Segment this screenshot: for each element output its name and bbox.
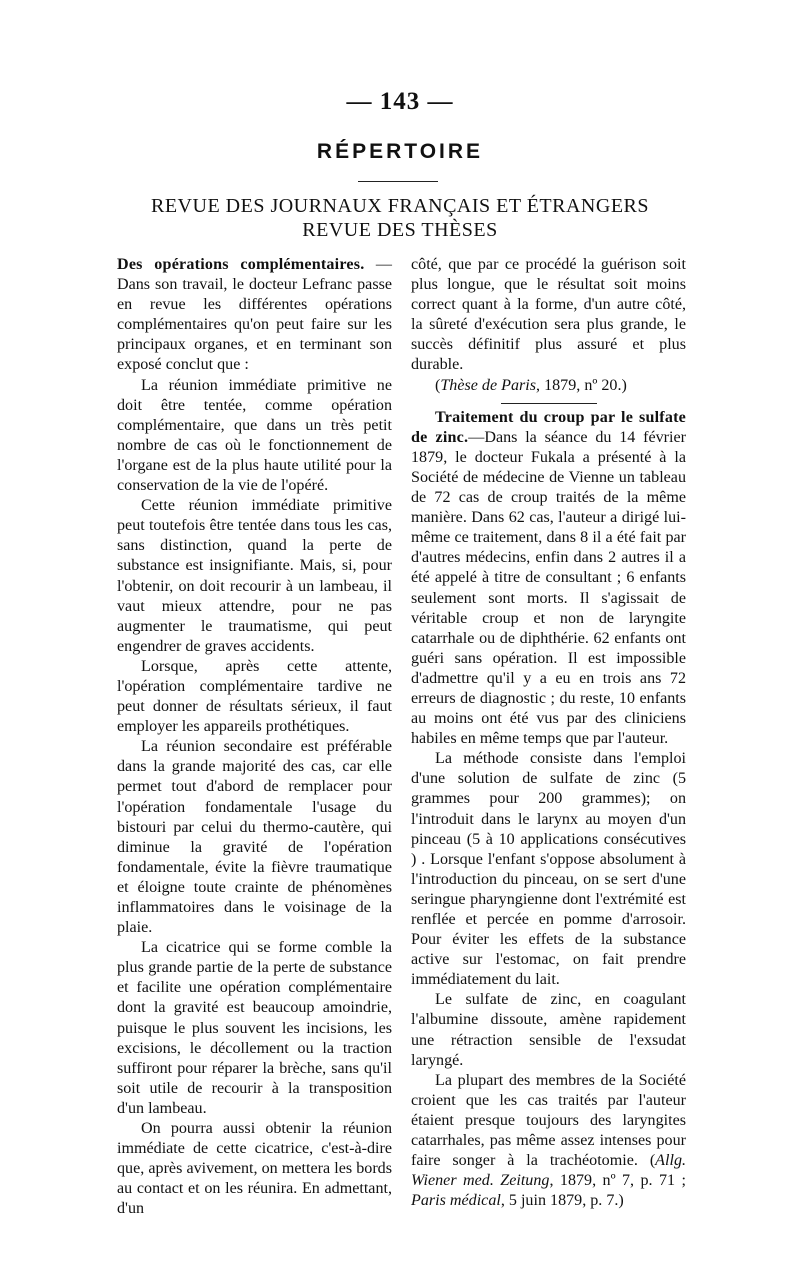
- title-divider: [358, 181, 438, 182]
- paragraph: On pourra aussi obtenir la réunion immédiate de cette cicatrice, c'est-à-dire que, après avivement, on mettera les bords au contact et on les réunira. En admettant, d'un: [117, 1120, 392, 1218]
- article-1-text: — Dans son travail, le docteur Lefranc passe en revue les différentes opérations complémentaires qu'on peut faire sur les principaux organes, et en terminant son exposé conclut que :: [117, 256, 392, 374]
- section-subtitle-journals: REVUE DES JOURNAUX FRANÇAIS ET ÉTRANGERS: [151, 195, 649, 217]
- paragraph: Cette réunion immédiate primitive peut toutefois être tentée dans tous les cas, sans distinction, quand la perte de substance est insignifiante. Mais, si, pour l'obtenir, on doit recourir à un lambeau, il vaut mieux attendre, pour ne pas augmenter le traumatisme, qui peut engendrer de graves accidents.: [117, 497, 392, 655]
- thesis-title: Thèse de Paris: [440, 376, 537, 394]
- paragraph: Le sulfate de zinc, en coagulant l'albumine dissoute, amène rapidement une rétraction sensible de l'exsudat laryngé.: [411, 991, 686, 1069]
- article-1-heading: Des opérations complémentaires.: [117, 256, 365, 273]
- paragraph: Lorsque, après cette attente, l'opération complémentaire tardive ne peut donner de résultats sérieux, il faut employer les appareils prothétiques.: [117, 657, 392, 736]
- right-column: [411, 255, 686, 1211]
- article-divider: [501, 403, 597, 404]
- journal-title: Paris médical: [411, 1192, 501, 1210]
- article-1-reference: (Thèse de Paris, 1879, nº 20.): [435, 376, 627, 394]
- section-subtitle-theses: REVUE DES THÈSES: [302, 219, 498, 241]
- paragraph-continued: côté, que par ce procédé la guérison soit plus longue, que le résultat soit moins correct quant à la forme, d'un autre côté, la sûreté d'exécution sera plus grande, le succès définitif plus assuré et plus durable.: [411, 256, 686, 374]
- article-1-intro: [117, 255, 392, 376]
- section-title: RÉPERTOIRE: [316, 140, 484, 163]
- article-2-intro: [411, 408, 686, 750]
- article-2-text: —Dans la séance du 14 février 1879, le docteur Fukala a présenté à la Société de médecine de Vienne un tableau de 72 cas de croup traités de la même manière. Dans 62 cas, l'auteur a dirigé lui-même ce traitement, dans 8 il a été fait par d'autres médecins, enfin dans 2 autres il a été appelé à titre de consultant ; 6 enfants seulement sont morts. Il s'agissait de véritable croup et non de laryngite catarrhale ou de diphthérie. 62 enfants ont guéri sans opération. Il est impossible d'admettre qu'il y a eu en trois ans 72 erreurs de diagnostic ; du reste, 10 enfants au moins ont été vus par des cliniciens habiles en même temps que par l'auteur.: [411, 428, 686, 748]
- article-2-heading: Traitement du croup par le sulfate de zinc.: [411, 408, 686, 446]
- paragraph: La cicatrice qui se forme comble la plus grande partie de la perte de substance et facilite une opération complémentaire dont la gravité est beaucoup amoindrie, puisque le plus souvent les incisions, les excisions, le décollement ou la traction suffiront pour réparer la brèche, sans qu'il soit utile de recourir à la transposition d'un lambeau.: [117, 939, 392, 1117]
- paragraph: La plupart des membres de la Société croient que les cas traités par l'auteur étaient presque toujours des laryngites catarrhales, pas même assez intenses pour faire songer à la trachéotomie. (Allg. Wiener med. Zeitung, 1879, nº 7, p. 71 ; Paris médical, 5 juin 1879, p. 7.): [411, 1071, 687, 1210]
- paragraph: La réunion immédiate primitive ne doit être tentée, comme opération complémentaire, que dans un très petit nombre de cas où le fonctionnement de l'organe est de la plus haute utilité pour la conservation de la vie de l'opéré.: [117, 376, 392, 495]
- page-number: — 143 —: [346, 88, 454, 115]
- journal-title: Allg. Wiener med. Zeitung: [411, 1152, 687, 1190]
- left-column: [117, 255, 392, 1220]
- paragraph: La méthode consiste dans l'emploi d'une solution de sulfate de zinc (5 grammes pour 200 grammes); on l'introduit dans le larynx au moyen d'un pinceau (5 à 10 applications consécutives ) . Lorsque l'enfant s'oppose absolument à l'introduction du pinceau, on se sert d'une seringue pharyngienne dont l'extrémité est renflée et percée en pomme d'arrosoir. Pour éviter les effets de la substance active sur l'estomac, on fait prendre immédiatement du lait.: [411, 750, 686, 989]
- paragraph: La réunion secondaire est préférable dans la grande majorité des cas, car elle permet tout d'abord de remplacer pour l'opération fondamentale l'usage du bistouri par celui du thermo-cautère, qui diminue la gravité de l'opération fondamentale, évite la fièvre traumatique et éloigne toute crainte de phénomènes inflammatoires dans le voisinage de la plaie.: [117, 738, 392, 937]
